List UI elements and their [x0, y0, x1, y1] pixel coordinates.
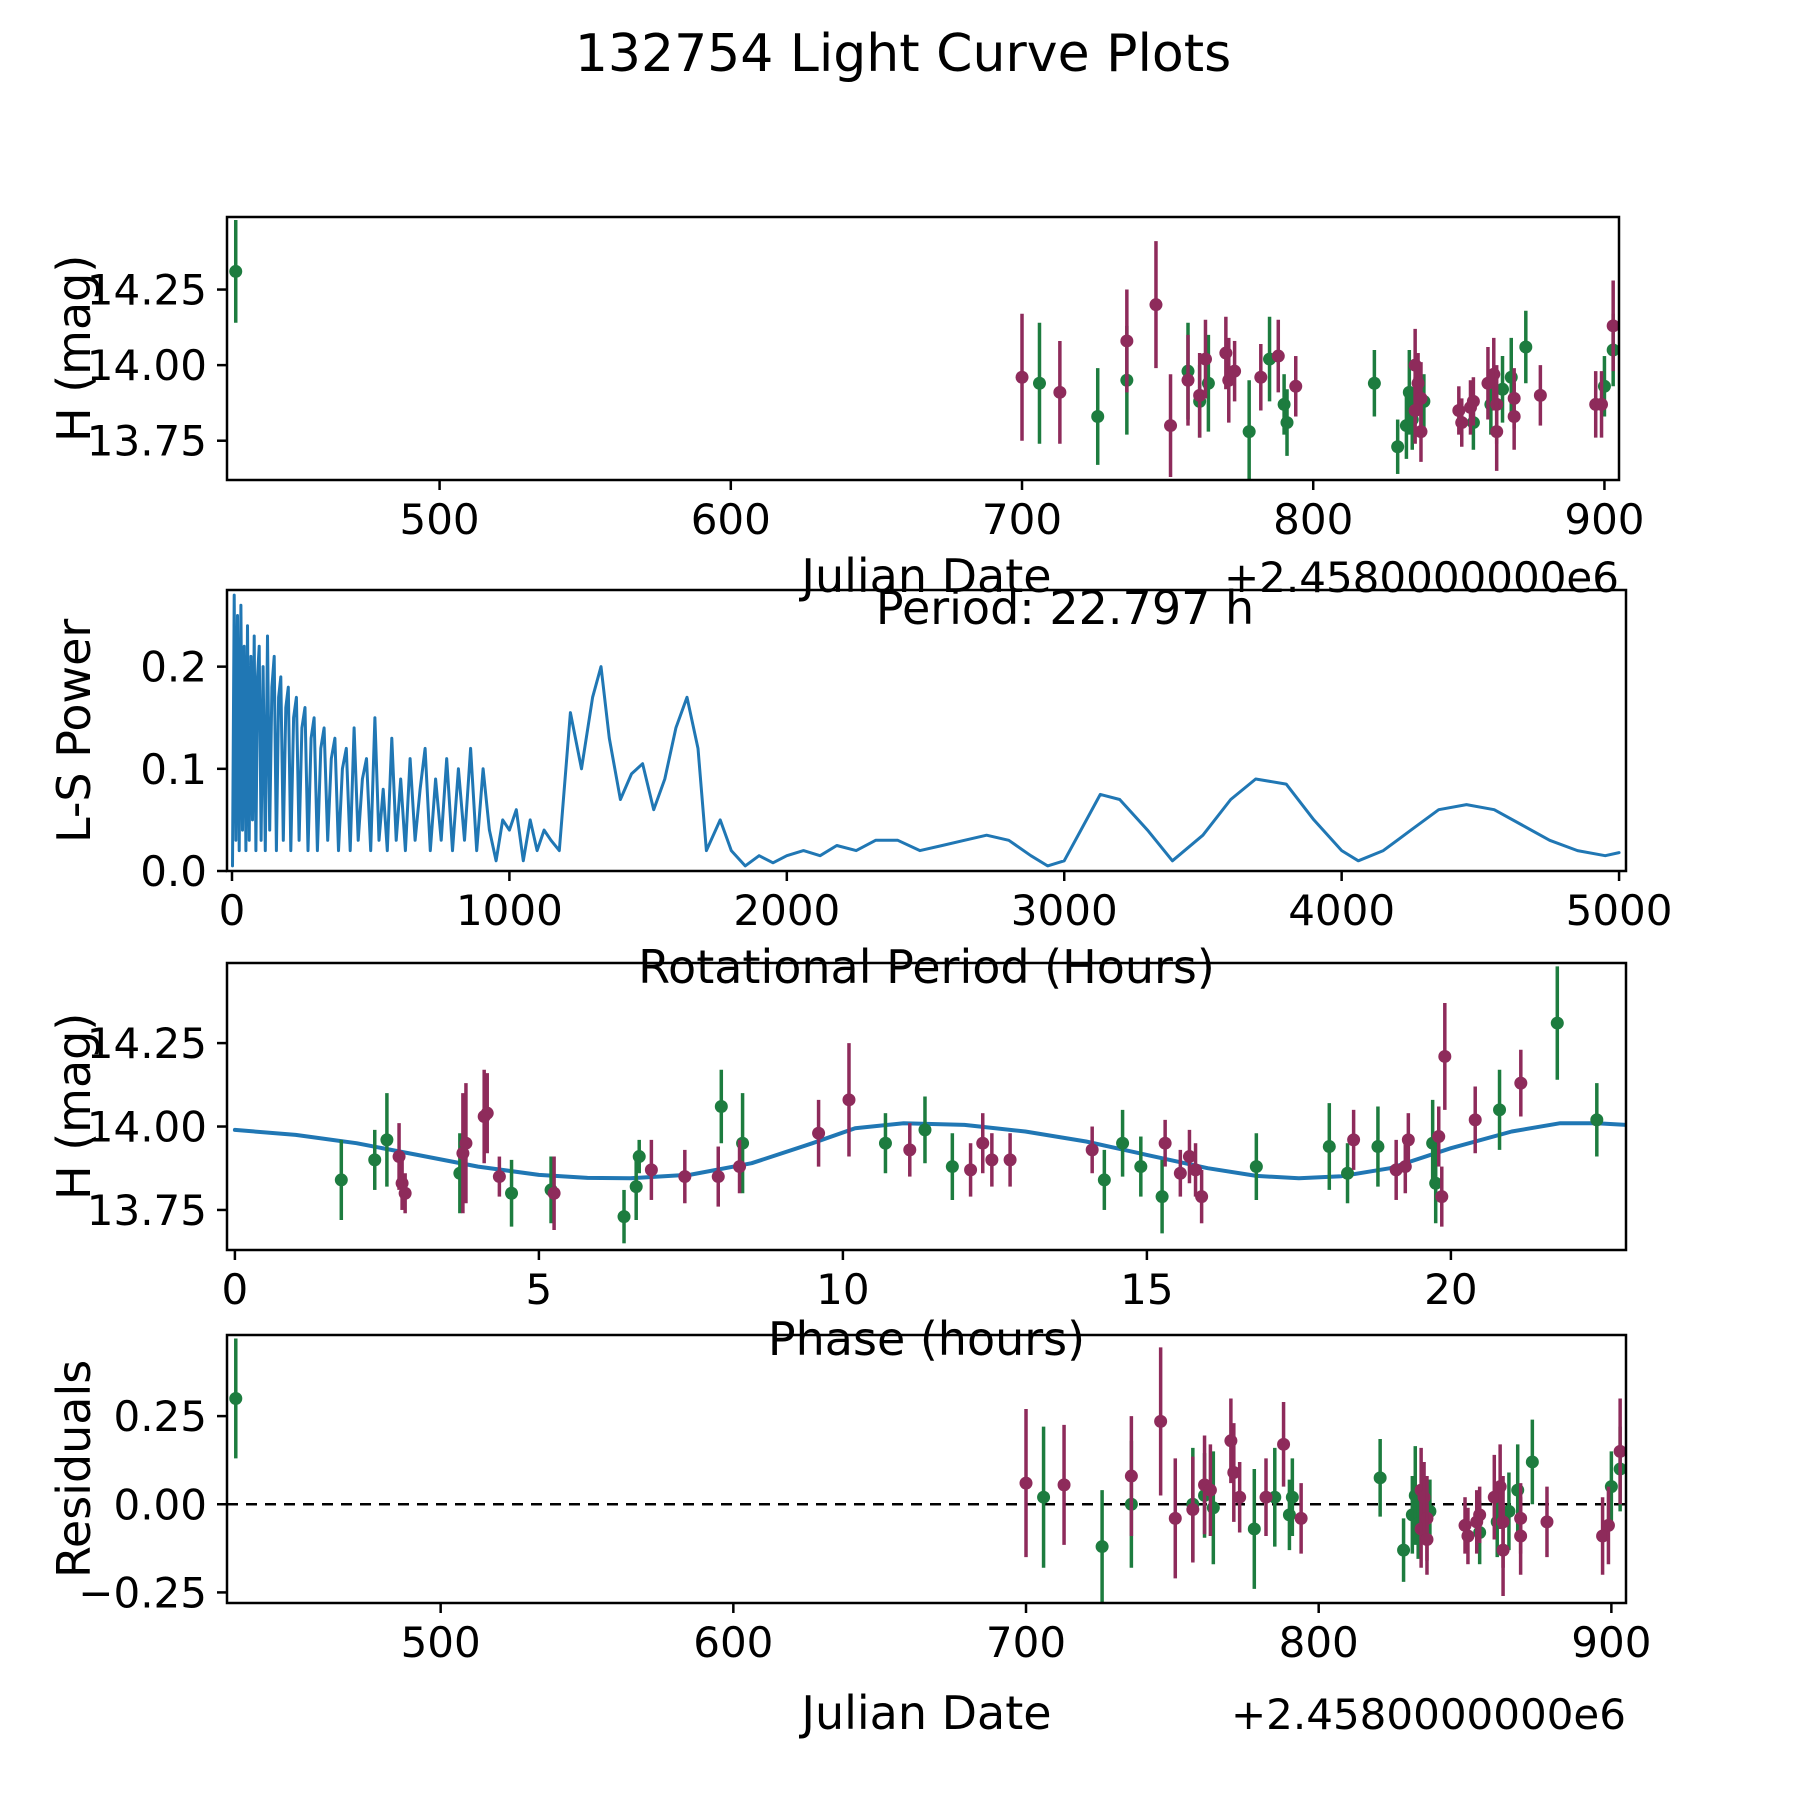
data-point	[1455, 416, 1468, 429]
data-point	[1260, 1491, 1273, 1504]
y-tick-label: 14.25	[86, 265, 207, 315]
data-point	[1243, 425, 1256, 438]
data-point	[976, 1137, 989, 1150]
y-tick-label: 14.00	[86, 341, 207, 391]
x-tick-label: 0	[218, 886, 246, 935]
x-axis-label-phase: Phase (hours)	[767, 1312, 1086, 1366]
data-point	[733, 1160, 746, 1173]
data-point	[1371, 1140, 1384, 1153]
y-tick-label: 13.75	[86, 1185, 207, 1235]
data-point	[1374, 1471, 1387, 1484]
data-point	[493, 1170, 506, 1183]
phase_curve-panel	[87, 963, 1626, 1314]
x-tick-label: 5000	[1565, 886, 1673, 935]
x-tick-label: 500	[399, 495, 480, 544]
y-tick-label: 0.1	[140, 744, 207, 794]
data-point	[1391, 440, 1404, 453]
data-point	[1098, 1173, 1111, 1186]
data-point	[380, 1133, 393, 1146]
x-tick-label: 5	[525, 1265, 553, 1314]
x-tick-label: 900	[1571, 1618, 1652, 1667]
data-point	[1149, 298, 1162, 311]
data-point	[1595, 398, 1608, 411]
x-tick-label: 1000	[455, 886, 563, 935]
data-point	[1519, 340, 1532, 353]
data-point	[964, 1163, 977, 1176]
data-point	[1169, 1512, 1182, 1525]
data-point	[1514, 1530, 1527, 1543]
data-point	[1033, 377, 1046, 390]
data-point	[946, 1160, 959, 1173]
phase_curve-series-purple	[393, 1003, 1528, 1230]
x-axis-offset-text-bottom: +2.4580000000e6	[1230, 1690, 1626, 1739]
x-tick-label: 500	[400, 1618, 481, 1667]
data-point	[1174, 1167, 1187, 1180]
x-tick-label: 15	[1120, 1265, 1174, 1314]
periodogram-curve	[233, 595, 1620, 866]
data-point	[1125, 1470, 1138, 1483]
data-point	[1414, 425, 1427, 438]
data-point	[1195, 1190, 1208, 1203]
data-point	[335, 1173, 348, 1186]
data-point	[1286, 1491, 1299, 1504]
x-tick-label: 20	[1424, 1265, 1478, 1314]
data-point	[633, 1150, 646, 1163]
data-point	[1540, 1515, 1553, 1528]
data-point	[903, 1143, 916, 1156]
data-point	[918, 1123, 931, 1136]
data-point	[229, 265, 242, 278]
jd_lightcurve-panel	[87, 217, 1645, 544]
data-point	[1254, 371, 1267, 384]
x-tick-label: 600	[693, 1618, 774, 1667]
data-point	[1514, 1077, 1527, 1090]
data-point	[229, 1392, 242, 1405]
x-tick-label: 0	[221, 1265, 249, 1314]
data-point	[1120, 334, 1133, 347]
data-point	[1602, 1519, 1615, 1532]
figure-title: 132754 Light Curve Plots	[574, 24, 1232, 84]
data-point	[715, 1100, 728, 1113]
x-tick-label: 2000	[733, 886, 841, 935]
y-axis-label-h-mag-top: H (mag)	[47, 254, 101, 443]
x-tick-label: 10	[816, 1265, 870, 1314]
data-point	[678, 1170, 691, 1183]
data-point	[1004, 1153, 1017, 1166]
residuals-series-purple	[1020, 1347, 1627, 1596]
data-point	[1497, 1544, 1510, 1557]
data-point	[1281, 416, 1294, 429]
data-point	[1182, 374, 1195, 387]
y-tick-label: 14.00	[86, 1102, 207, 1152]
data-point	[1228, 365, 1241, 378]
x-tick-label: 600	[690, 495, 771, 544]
data-point	[1116, 1137, 1129, 1150]
data-point	[459, 1137, 472, 1150]
data-point	[1058, 1478, 1071, 1491]
data-point	[1248, 1522, 1261, 1535]
data-point	[1037, 1491, 1050, 1504]
x-tick-label: 900	[1564, 495, 1645, 544]
data-point	[1096, 1540, 1109, 1553]
jd_lightcurve-frame	[227, 217, 1619, 480]
jd_lightcurve-series-purple	[1016, 241, 1620, 477]
phase_curve-data	[235, 966, 1626, 1243]
data-point	[399, 1187, 412, 1200]
jd_lightcurve-series-green	[229, 220, 1619, 483]
residuals-data	[227, 1339, 1627, 1603]
x-tick-label: 4000	[1288, 886, 1396, 935]
data-point	[1091, 410, 1104, 423]
data-point	[1493, 1103, 1506, 1116]
y-tick-label: 0.25	[113, 1392, 207, 1442]
residuals-series-green	[229, 1339, 1626, 1603]
x-axis-label-julian-date-bottom: Julian Date	[801, 1686, 1052, 1740]
data-point	[1159, 1137, 1172, 1150]
data-point	[1402, 1133, 1415, 1146]
data-point	[1607, 319, 1620, 332]
y-axis-label-h-mag-phase: H (mag)	[47, 1012, 101, 1201]
data-point	[1469, 1113, 1482, 1126]
data-point	[505, 1187, 518, 1200]
x-tick-label: 700	[985, 1618, 1067, 1667]
y-tick-label: 0.2	[140, 642, 207, 692]
periodogram-data	[233, 595, 1620, 866]
data-point	[618, 1210, 631, 1223]
period-annotation: Period: 22.797 h	[875, 581, 1255, 635]
data-point	[1551, 1017, 1564, 1030]
data-point	[1134, 1160, 1147, 1173]
data-point	[1614, 1445, 1627, 1458]
x-axis-offset-text-top: +2.4580000000e6	[1223, 553, 1619, 602]
data-point	[1432, 1130, 1445, 1143]
data-point	[712, 1170, 725, 1183]
data-point	[812, 1127, 825, 1140]
data-point	[1156, 1190, 1169, 1203]
y-axis-label-ls-power: L-S Power	[47, 618, 101, 843]
data-point	[1438, 1050, 1451, 1063]
data-point	[1016, 371, 1029, 384]
data-point	[1250, 1160, 1263, 1173]
data-point	[1420, 1533, 1433, 1546]
data-point	[630, 1180, 643, 1193]
data-point	[1323, 1140, 1336, 1153]
data-point	[1272, 350, 1285, 363]
data-point	[842, 1093, 855, 1106]
data-point	[1186, 1503, 1199, 1516]
data-point	[1295, 1512, 1308, 1525]
data-point	[1277, 1438, 1290, 1451]
data-point	[481, 1107, 494, 1120]
data-point	[1473, 1508, 1486, 1521]
data-point	[1204, 1484, 1217, 1497]
data-point	[1233, 1491, 1246, 1504]
y-axis-label-residuals: Residuals	[47, 1359, 101, 1579]
data-point	[368, 1153, 381, 1166]
data-point	[1086, 1143, 1099, 1156]
x-tick-label: 800	[1273, 495, 1354, 544]
y-tick-label: 0.0	[140, 847, 207, 896]
data-point	[645, 1163, 658, 1176]
y-tick-label: 0.00	[113, 1480, 207, 1530]
data-point	[1289, 380, 1302, 393]
data-point	[1526, 1455, 1539, 1468]
x-axis-label-julian-date-top: Julian Date	[801, 549, 1052, 603]
y-tick-label: 13.75	[86, 416, 207, 466]
data-point	[879, 1137, 892, 1150]
data-point	[1368, 377, 1381, 390]
data-point	[1347, 1133, 1360, 1146]
x-axis-label-rotational-period: Rotational Period (Hours)	[638, 940, 1215, 994]
data-point	[1534, 389, 1547, 402]
data-point	[1435, 1190, 1448, 1203]
data-point	[985, 1153, 998, 1166]
data-point	[1154, 1415, 1167, 1428]
data-point	[1461, 1530, 1474, 1543]
data-point	[1508, 410, 1521, 423]
data-point	[1397, 1544, 1410, 1557]
phase_curve-series-green	[335, 966, 1604, 1243]
jd_lightcurve-data	[229, 220, 1619, 483]
data-point	[1199, 353, 1212, 366]
y-tick-label: 14.25	[86, 1019, 207, 1069]
data-point	[1490, 425, 1503, 438]
data-point	[1467, 395, 1480, 408]
y-tick-label: −0.25	[78, 1568, 207, 1618]
periodogram-frame	[227, 590, 1626, 871]
x-tick-label: 3000	[1010, 886, 1118, 935]
data-point	[1164, 419, 1177, 432]
residuals-panel	[78, 1335, 1651, 1667]
x-tick-label: 700	[981, 495, 1063, 544]
data-point	[548, 1187, 561, 1200]
data-point	[1020, 1477, 1033, 1490]
periodogram-panel	[140, 590, 1672, 935]
data-point	[1053, 386, 1066, 399]
data-point	[1590, 1113, 1603, 1126]
x-tick-label: 800	[1278, 1618, 1359, 1667]
